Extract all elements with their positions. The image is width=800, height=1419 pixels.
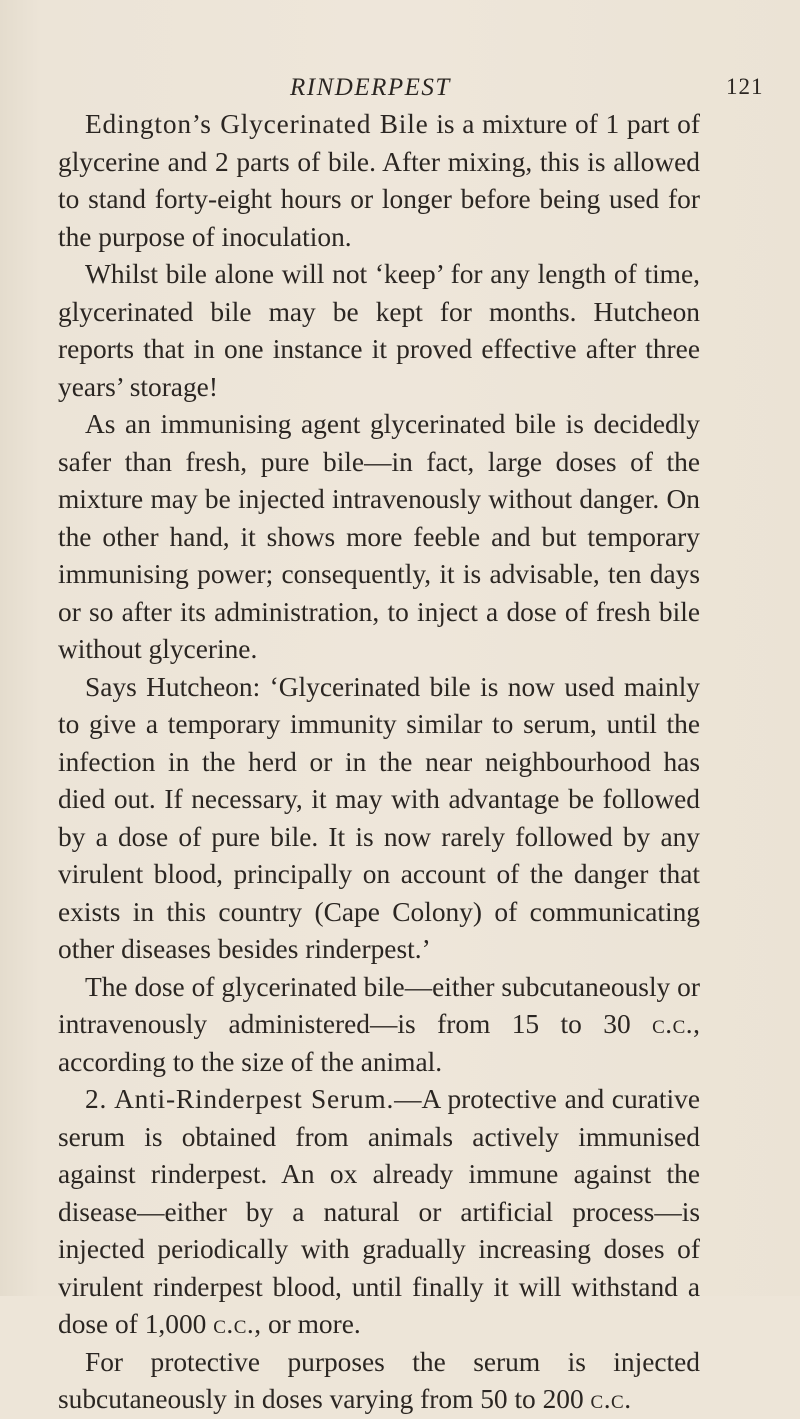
page-header — [0, 74, 800, 104]
paragraph-text: is a mixture of 1 part of glycerine and 2 parts of bile. After mixing, this is allowed to stand forty-eight hours or longer before being used for the purpose of inoculation. — [58, 109, 701, 252]
paragraph-protective-purposes — [58, 1344, 700, 1419]
section-heading-anti-rinderpest-serum: 2. Anti-Rinderpest Serum. — [85, 1084, 395, 1114]
paragraph-anti-rinderpest-serum — [58, 1081, 700, 1344]
running-head: RINDERPEST — [290, 74, 451, 101]
unit-cc: c.c. — [213, 1309, 255, 1339]
paragraph-text: For protective purposes the serum is injected subcutaneously in doses varying from 50 to 200 — [58, 1346, 700, 1414]
unit-cc: c.c. — [652, 1009, 694, 1039]
paragraph-text: The dose of glycerinated bile—either subcutaneously or intravenously administered—is from 15 to 30 — [58, 971, 700, 1039]
paragraph-dose — [58, 969, 700, 1082]
page-number: 121 — [726, 74, 764, 99]
paragraph-keeping — [58, 256, 700, 406]
section-heading-glycerinated-bile: Edington’s Glycerinated Bile — [85, 109, 429, 139]
paragraph-edington — [58, 106, 700, 256]
paragraph-text: , or more. — [254, 1309, 361, 1339]
paragraph-hutcheon-quote — [58, 669, 700, 969]
body-text — [58, 106, 700, 1419]
paragraph-text: As an immunising agent glycerinated bile is decidedly safer than fresh, pure bile—in fact, large doses of the mixture may be injected intravenously without danger. On the other hand, it shows more feeble and but temporary immunising power; consequently, it is advisable, ten days or so after its administration, to inject a dose of fresh bile without glycerine. — [58, 409, 700, 664]
paragraph-text: —A protective and curative serum is obtained from animals actively immunised against rinderpest. An ox already immune against the disease—either by a natural or artificial process—is injected periodically with gradually increasing doses of virulent rinderpest blood, until finally it will withstand a dose of 1,000 — [58, 1084, 700, 1339]
unit-cc: c.c. — [590, 1384, 632, 1414]
paragraph-immunising-agent — [58, 406, 700, 669]
paragraph-text: Whilst bile alone will not ‘keep’ for any length of time, glycerinated bile may be kept for months. Hutcheon reports that in one instance it proved effective after three years’ storage! — [58, 259, 700, 402]
paragraph-text: Says Hutcheon: ‘Glycerinated bile is now used mainly to give a temporary immunity similar to serum, until the infection in the herd or in the near neighbourhood has died out. If necessary, it may with advantage be followed by a dose of pure bile. It is now rarely followed by any virulent blood, principally on account of the danger that exists in this country (Cape Colony) of communicating other diseases besides rinderpest.’ — [58, 671, 700, 964]
paragraph-text: , according to the size of the animal. — [58, 1009, 700, 1077]
